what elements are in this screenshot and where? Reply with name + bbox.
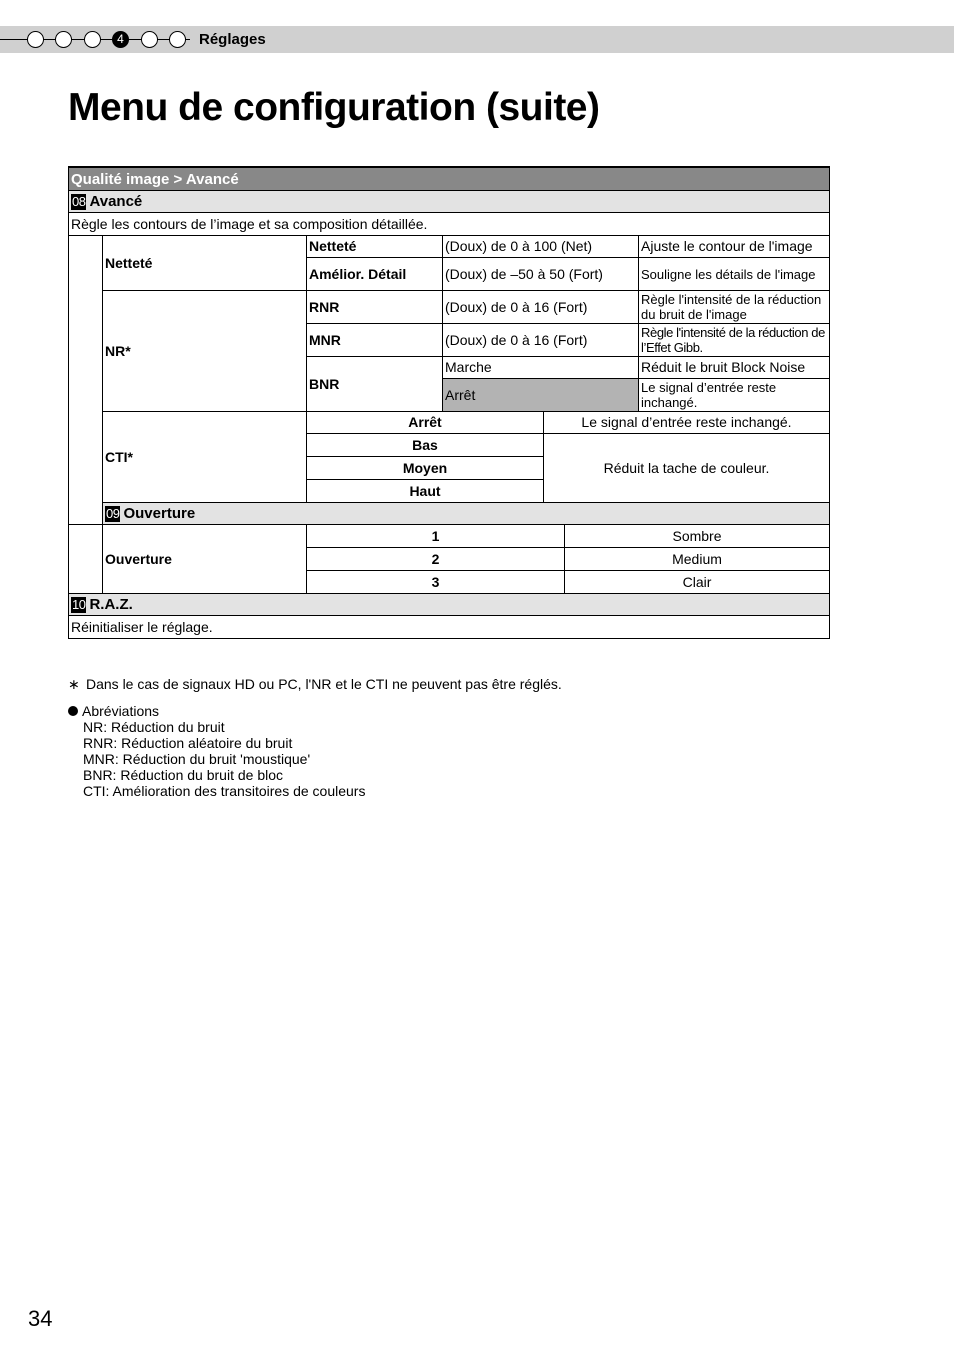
- item-number-badge: 09: [106, 505, 120, 521]
- setting-name: Amélior. Détail: [307, 258, 443, 291]
- setting-description: Souligne les détails de l'image: [639, 258, 830, 291]
- option-value: 1: [307, 525, 565, 548]
- page-number: 34: [28, 1306, 53, 1331]
- group-label-nettete: Netteté: [103, 236, 307, 291]
- option-value: Bas: [307, 434, 544, 457]
- indent-cell: [69, 236, 103, 525]
- setting-description: Règle l'intensité de la réduction de l’Effet Gibb.: [639, 324, 830, 357]
- description-row: [69, 616, 830, 639]
- page-title: Menu de configuration (suite): [68, 86, 600, 129]
- table-row: [69, 291, 830, 324]
- option-description: Réduit la tache de couleur.: [544, 434, 830, 503]
- group-label-ouverture: Ouverture: [103, 525, 307, 594]
- setting-name: Netteté: [307, 236, 443, 258]
- section-row-avance: [69, 191, 830, 213]
- asterisk-icon: ∗: [68, 676, 80, 692]
- chapter-marker-6: [169, 31, 186, 48]
- chapter-marker-3: [84, 31, 101, 48]
- option-value: Marche: [443, 357, 639, 379]
- option-description: Le signal d’entrée reste inchangé.: [639, 379, 830, 412]
- footnote-text: Dans le cas de signaux HD ou PC, l'NR et le CTI ne peuvent pas être réglés.: [86, 676, 562, 692]
- setting-name: BNR: [307, 357, 443, 412]
- indent-cell: [69, 525, 103, 594]
- item-number-badge: 10: [72, 596, 86, 612]
- list-item: CTI: Amélioration des transitoires de couleurs: [83, 783, 366, 799]
- section-row-ouverture: [69, 503, 830, 525]
- table-title-row: [69, 167, 830, 191]
- option-value: Arrêt: [307, 412, 544, 434]
- description-row: [69, 213, 830, 236]
- option-value: 3: [307, 571, 565, 594]
- setting-name: RNR: [307, 291, 443, 324]
- group-label-nr: NR*: [103, 291, 307, 412]
- option-value-shaded: Arrêt: [443, 379, 639, 412]
- section-title-ouverture: Ouverture: [123, 504, 196, 522]
- setting-range: (Doux) de –50 à 50 (Fort): [443, 258, 639, 291]
- option-description: Le signal d’entrée reste inchangé.: [544, 412, 830, 434]
- option-description: Medium: [565, 548, 830, 571]
- section-row-raz: [69, 594, 830, 616]
- footnote: [68, 676, 562, 693]
- option-value: 2: [307, 548, 565, 571]
- group-label-cti: CTI*: [103, 412, 307, 503]
- raz-description: Réinitialiser le réglage.: [69, 616, 830, 639]
- chapter-marker-4-current: 4: [112, 31, 129, 48]
- abbreviations-title: Abréviations: [82, 703, 160, 719]
- chapter-marker-5: [141, 31, 158, 48]
- list-item: BNR: Réduction du bruit de bloc: [83, 767, 283, 783]
- section-title-raz: R.A.Z.: [89, 595, 133, 613]
- setting-description: Règle l'intensité de la réduction du bruit de l'image: [639, 291, 830, 324]
- bullet-icon: [68, 706, 78, 716]
- abbreviations-list: [68, 703, 365, 799]
- section-label: Réglages: [199, 31, 266, 48]
- option-description: Clair: [565, 571, 830, 594]
- setting-description: Ajuste le contour de l'image: [639, 236, 830, 258]
- setting-range: (Doux) de 0 à 100 (Net): [443, 236, 639, 258]
- option-value: Moyen: [307, 457, 544, 480]
- list-item: RNR: Réduction aléatoire du bruit: [83, 735, 293, 751]
- option-description: Réduit le bruit Block Noise: [639, 357, 830, 379]
- table-title: Qualité image > Avancé: [69, 167, 830, 191]
- table-row: [69, 525, 830, 548]
- chapter-marker-2: [55, 31, 72, 48]
- table-row: [69, 412, 830, 434]
- setting-range: (Doux) de 0 à 16 (Fort): [443, 324, 639, 357]
- setting-range: (Doux) de 0 à 16 (Fort): [443, 291, 639, 324]
- list-item: MNR: Réduction du bruit 'moustique': [83, 751, 311, 767]
- table-row: [69, 236, 830, 258]
- avance-description: Règle les contours de l’image et sa composition détaillée.: [69, 213, 830, 236]
- chapter-marker-1: [27, 31, 44, 48]
- section-title-avance: Avancé: [89, 192, 143, 210]
- abbreviations-heading: [68, 703, 365, 719]
- item-number-badge: 08: [72, 193, 86, 209]
- option-description: Sombre: [565, 525, 830, 548]
- settings-table: [68, 166, 830, 639]
- setting-name: MNR: [307, 324, 443, 357]
- option-value: Haut: [307, 480, 544, 503]
- list-item: NR: Réduction du bruit: [83, 719, 225, 735]
